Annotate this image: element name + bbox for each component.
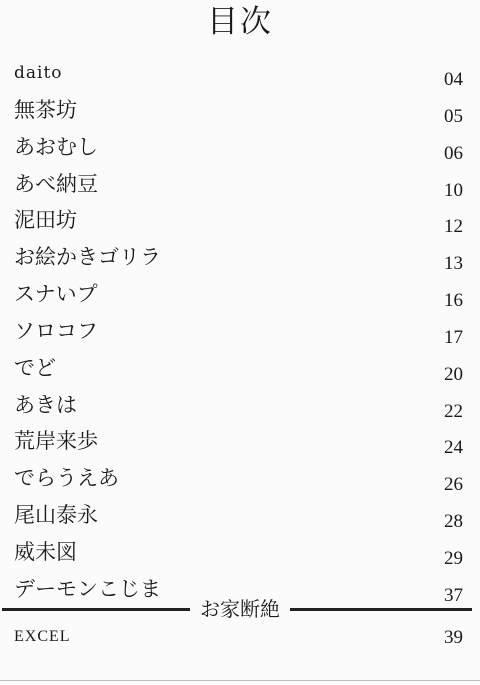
toc-entry [0,277,480,314]
entry-name: daito [14,63,63,83]
entry-name: デーモンこじま [14,576,161,601]
toc-entry [0,314,480,351]
toc-entry [0,424,480,461]
entry-page-number: 12 [444,216,463,238]
toc-entry [0,461,480,498]
entry-page-number: 17 [444,326,463,348]
toc-entry [0,388,480,425]
divider-rule-right [290,608,472,611]
entry-name: お絵かきゴリラ [14,245,161,270]
toc-entry [0,56,480,93]
entry-page-number: 10 [444,179,463,201]
entry-page-number: 22 [444,400,463,422]
entry-page-number: 39 [444,627,463,648]
toc-entry [0,535,480,572]
entry-page-number: 06 [444,142,463,164]
entry-page-number: 24 [444,437,463,459]
section-divider [0,594,480,624]
toc-entry [0,167,480,204]
entry-name: あきは [14,392,77,417]
entry-page-number: 29 [444,547,463,569]
page-edge-line [0,680,480,681]
entry-name: 尾山泰永 [14,503,98,528]
toc-list [0,56,480,609]
entry-name: でど [14,355,56,380]
toc-entry [0,93,480,130]
entry-page-number: 13 [444,253,463,275]
page-title: 目次 [207,4,273,40]
entry-page-number: 20 [444,363,463,385]
entry-name: 威未図 [14,539,77,564]
toc-entry [0,498,480,535]
entry-name: あおむし [14,134,98,159]
entry-page-number: 37 [444,584,463,606]
section-heading: お家断絶 [200,597,280,621]
entry-name: ソロコフ [14,318,98,343]
entry-name: 泥田坊 [14,208,77,233]
entry-name: でらうえあ [14,466,119,491]
entry-page-number: 04 [444,69,463,90]
entry-name: あべ納豆 [14,171,98,196]
divider-rule-left [2,608,190,611]
entry-name: 無茶坊 [14,97,77,122]
entry-page-number: 26 [444,474,463,496]
toc-entry [0,130,480,167]
entry-page-number: 05 [444,105,463,127]
entry-name: 荒岸来歩 [14,429,98,454]
entry-name: EXCEL [14,628,71,645]
toc-entry [0,622,480,656]
entry-name: スナいプ [14,282,98,307]
toc-entry [0,351,480,388]
toc-entry [0,240,480,277]
entry-page-number: 16 [444,290,463,312]
entry-page-number: 28 [444,511,463,533]
toc-entry [0,203,480,240]
